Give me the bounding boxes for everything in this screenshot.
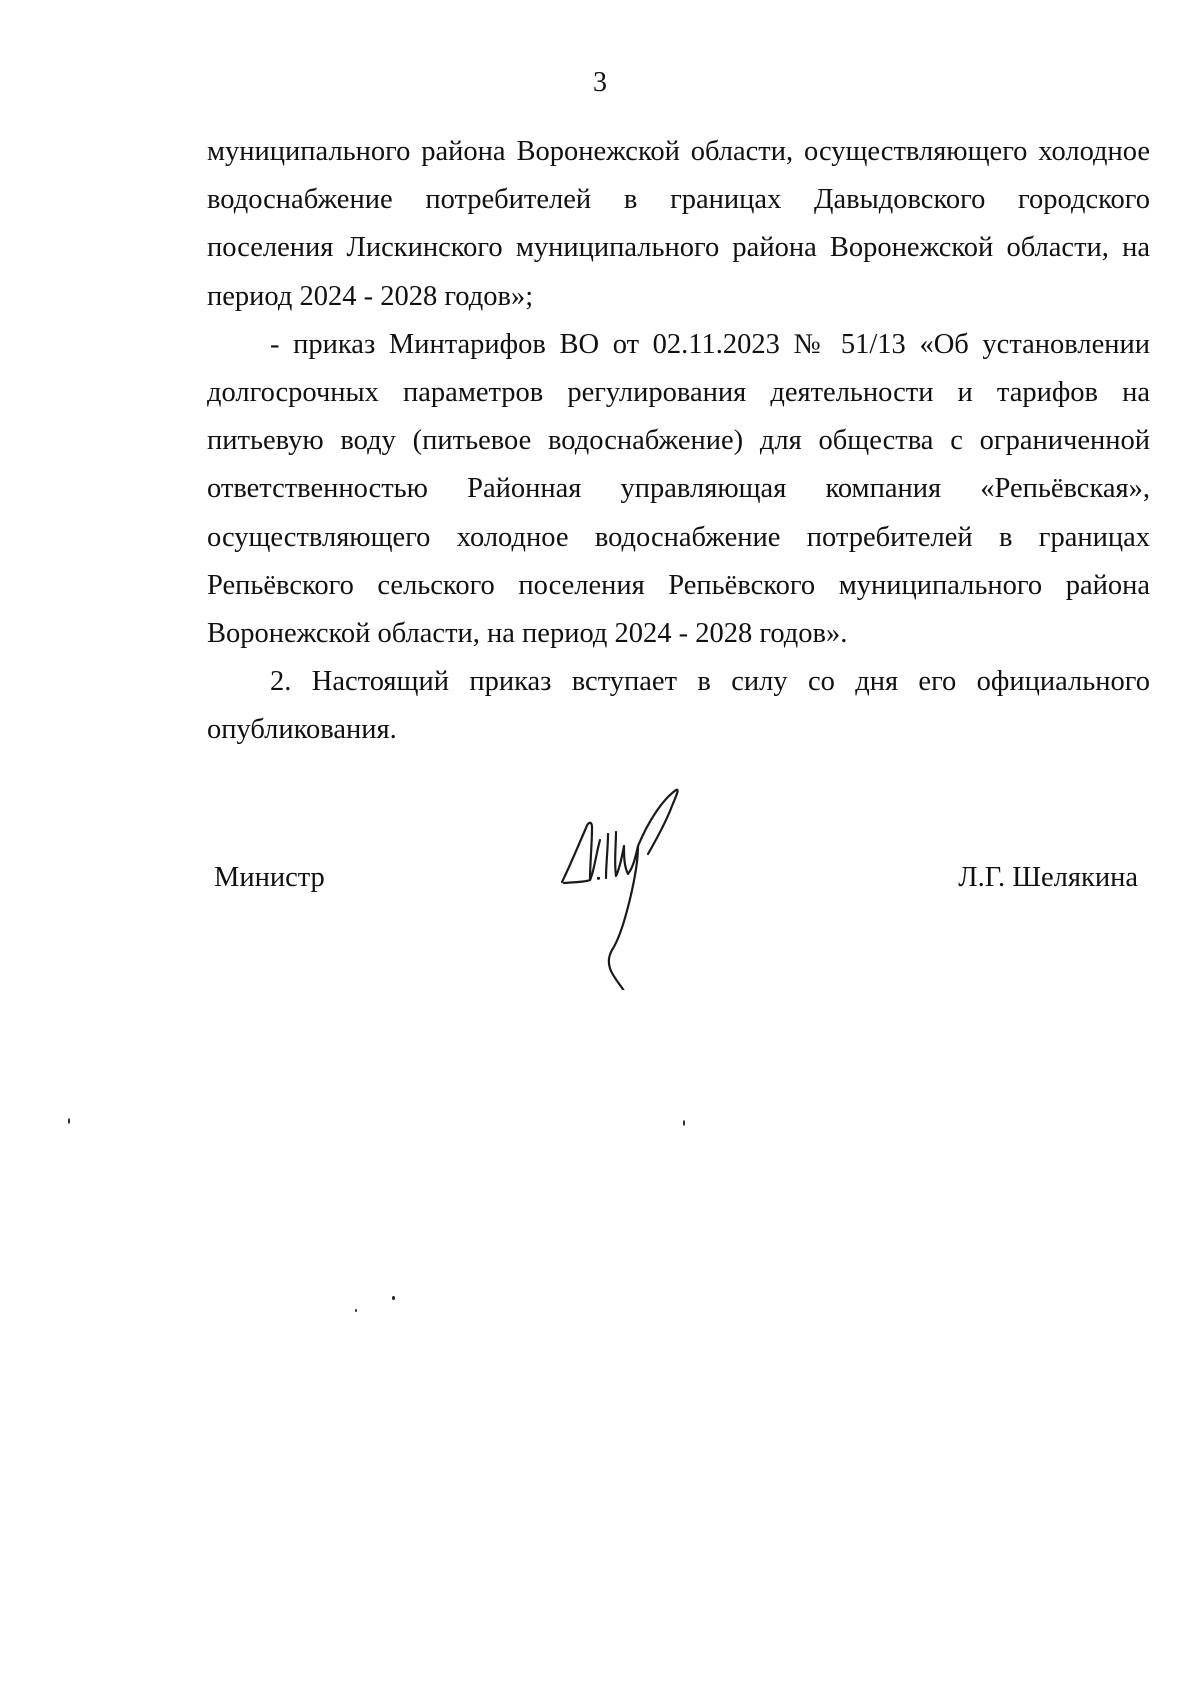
- signatory-title: Министр: [214, 862, 325, 893]
- page-number: 3: [593, 67, 607, 98]
- scan-speck: [68, 1118, 70, 1124]
- document-body: [207, 128, 1150, 755]
- paragraph-order-reference: - приказ Минтарифов ВО от 02.11.2023 № 51/13 «Об установлении долгосрочных параметров регулирования деятельности и тарифов на питьевую воду (питьевое водоснабжение) для общества с ограниченной ответственностью Районная управляющая компания «Репьёвская», осуществляющего холодное водоснабжение потребителей в границах Репьёвского сельского поселения Репьёвского муниципального района Воронежской области, на период 2024 - 2028 годов».: [207, 328, 1150, 650]
- paragraph-effective-date: 2. Настоящий приказ вступает в силу со дня его официального опубликования.: [207, 666, 1150, 746]
- paragraph-continuation: муниципального района Воронежской области, осуществляющего холодное водоснабжение потребителей в границах Давыдовского городского поселения Лискинского муниципального района Воронежской области, на период 2024 - 2028 годов»;: [207, 136, 1150, 312]
- signatory-name: Л.Г. Шелякина: [958, 862, 1138, 893]
- scan-speck: [392, 1296, 395, 1300]
- handwritten-signature: [556, 782, 706, 990]
- scan-speck: [683, 1120, 685, 1126]
- scan-speck: [355, 1309, 357, 1312]
